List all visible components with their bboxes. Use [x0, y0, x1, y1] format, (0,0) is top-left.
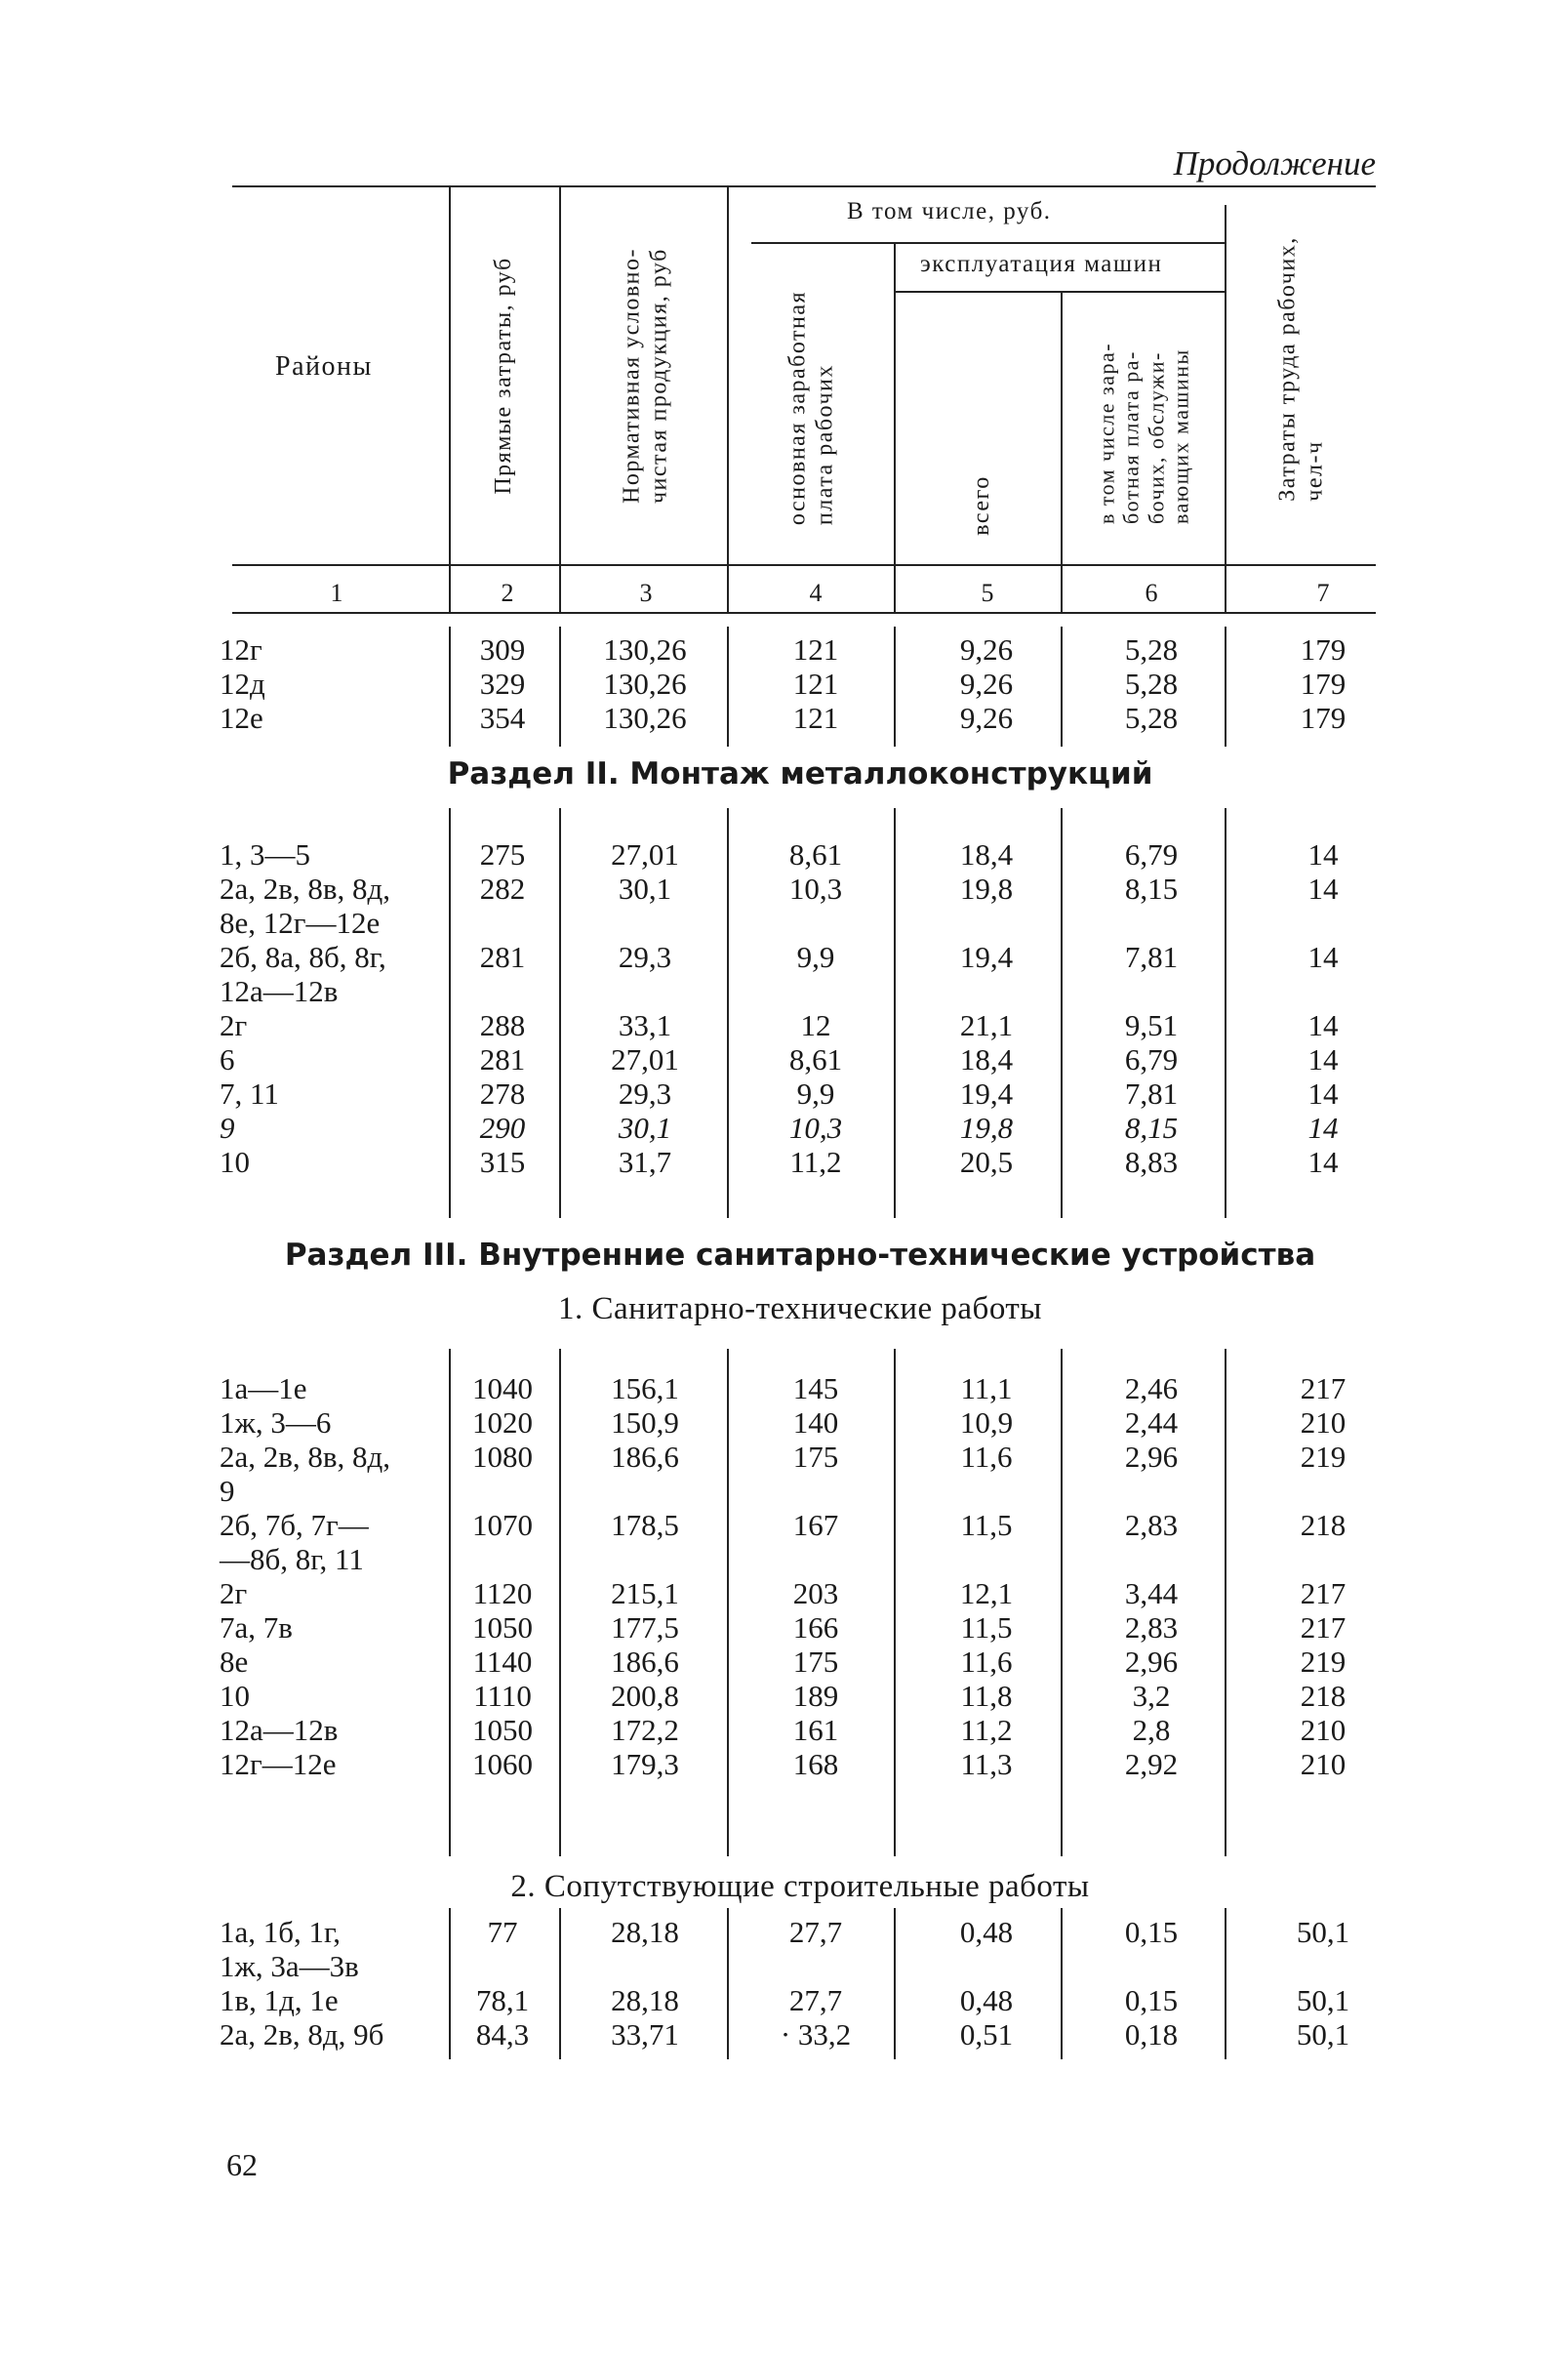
subgroup-rule [894, 291, 1225, 293]
header-col-regions: Районы [275, 351, 373, 382]
table-row: 12д 329 130,26 121 9,26 5,28 179 [220, 667, 1347, 701]
header-col-normative-product: Нормативная условно- чистая продукция, руб [619, 247, 671, 505]
header-group-in-total: В том числе, руб. [847, 198, 1052, 224]
table-row: 10 1110 200,8 189 11,8 3,2 218 [220, 1679, 1347, 1713]
column-number: 5 [981, 579, 994, 607]
table-row: 2г 288 33,1 12 21,1 9,51 14 [220, 1008, 1339, 1042]
table-row: 12а—12в [220, 974, 339, 1008]
table-row: 2а, 2в, 8д, 9б 84,3 33,71 · 33,2 0,51 0,18 50,1 [220, 2017, 1350, 2051]
table-row: 6 281 27,01 8,61 18,4 6,79 14 [220, 1042, 1339, 1076]
column-number: 1 [330, 579, 343, 607]
table-row: 12г 309 130,26 121 9,26 5,28 179 [220, 632, 1347, 667]
table-row: 1в, 1д, 1е 78,1 28,18 27,7 0,48 0,15 50,1 [220, 1983, 1350, 2017]
table-row: 8е, 12г—12е [220, 906, 381, 940]
header-col-total: всего [969, 475, 995, 536]
table-row: 10 315 31,7 11,2 20,5 8,83 14 [220, 1145, 1339, 1179]
table-row: 12а—12в 1050 172,2 161 11,2 2,8 210 [220, 1713, 1347, 1747]
table-row: 1, 3—5 275 27,01 8,61 18,4 6,79 14 [220, 837, 1339, 872]
header-divider [1225, 205, 1226, 612]
column-numbers-rule [232, 612, 1376, 614]
column-number: 7 [1316, 579, 1330, 607]
continuation-label: Продолжение [1173, 144, 1376, 183]
table-row: 1ж, 3—6 1020 150,9 140 10,9 2,44 210 [220, 1405, 1347, 1440]
table-row: 8е 1140 186,6 175 11,6 2,96 219 [220, 1645, 1347, 1679]
header-bottom-rule [232, 564, 1376, 566]
group-rule [751, 242, 1225, 244]
table-row: 7а, 7в 1050 177,5 166 11,5 2,83 217 [220, 1610, 1347, 1645]
subsection-2-title: 2. Сопутствующие строительные работы [510, 1869, 1090, 1904]
header-divider [559, 185, 561, 612]
table-top-rule [232, 185, 1376, 187]
table-row: 9 [220, 1474, 235, 1508]
column-number: 6 [1145, 579, 1158, 607]
table-row: 9 290 30,1 10,3 19,8 8,15 14 [220, 1111, 1339, 1145]
table-row: 2б, 8а, 8б, 8г, 281 29,3 9,9 19,4 7,81 14 [220, 940, 1339, 974]
header-divider [1061, 291, 1063, 612]
subsection-1-title: 1. Санитарно-технические работы [558, 1291, 1042, 1326]
table-row: 7, 11 278 29,3 9,9 19,4 7,81 14 [220, 1076, 1339, 1111]
header-col-direct-costs: Прямые затраты, руб [491, 257, 517, 495]
table-row: 12е 354 130,26 121 9,26 5,28 179 [220, 701, 1347, 735]
section-3-title: Раздел III. Внутренние санитарно-технические устройства [284, 1238, 1316, 1273]
table-row: 2а, 2в, 8в, 8д, 1080 186,6 175 11,6 2,96 219 [220, 1440, 1347, 1474]
header-col-machine-wage: в том числе зара- ботная плата ра- бочих, обслужи- вающих машины [1094, 342, 1193, 525]
table-row: 12г—12е 1060 179,3 168 11,3 2,92 210 [220, 1747, 1347, 1781]
page-number: 62 [226, 2147, 258, 2182]
header-col-base-wage: основная заработная плата рабочих [784, 290, 837, 526]
table-row: 1ж, 3а—3в [220, 1949, 359, 1983]
header-col-labor: Затраты труда рабочих, чел-ч [1274, 236, 1327, 502]
column-number: 4 [809, 579, 823, 607]
table-row: 1а—1е 1040 156,1 145 11,1 2,46 217 [220, 1371, 1347, 1405]
table-row: 2б, 7б, 7г— 1070 178,5 167 11,5 2,83 218 [220, 1508, 1347, 1542]
header-divider [727, 185, 729, 612]
header-divider [449, 185, 451, 612]
column-number: 3 [639, 579, 653, 607]
section-2-title: Раздел II. Монтаж металлоконструкций [447, 756, 1153, 792]
table-row: 1а, 1б, 1г, 77 28,18 27,7 0,48 0,15 50,1 [220, 1915, 1350, 1949]
header-divider [894, 242, 896, 612]
table-row: 2а, 2в, 8в, 8д, 282 30,1 10,3 19,8 8,15 14 [220, 872, 1339, 906]
table-row: —8б, 8г, 11 [220, 1542, 364, 1576]
table-row: 2г 1120 215,1 203 12,1 3,44 217 [220, 1576, 1347, 1610]
column-number: 2 [501, 579, 514, 607]
header-subgroup-machines: эксплуатация машин [920, 251, 1163, 277]
